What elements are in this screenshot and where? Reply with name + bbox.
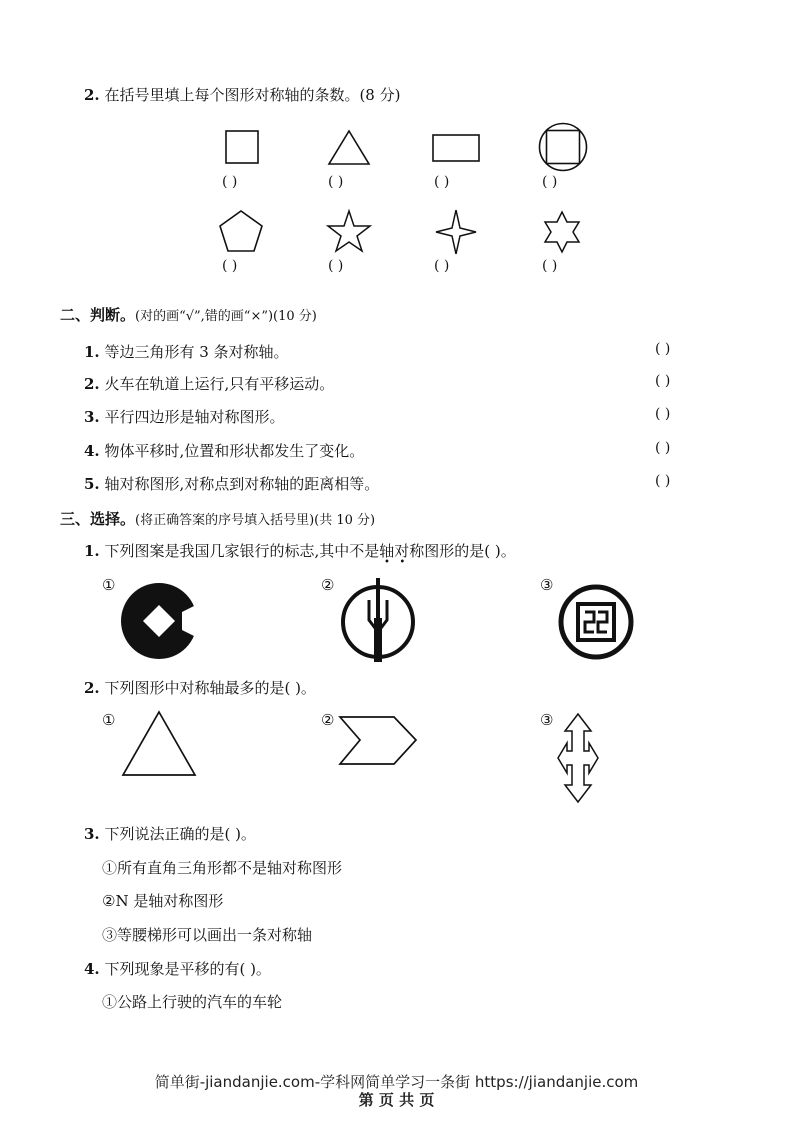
blank-2[interactable]: ( ) — [328, 174, 344, 190]
judge-item-text: 物体平移时,位置和形状都发生了变化。 — [104, 442, 365, 460]
section-3-heading — [60, 508, 375, 529]
judge-blank-2[interactable]: ( ) — [655, 373, 671, 389]
four-point-star-icon — [435, 209, 477, 255]
q2-option-label-2: ② — [321, 711, 335, 729]
bank-logo-pillar-icon — [340, 578, 416, 662]
q2-option-label-3: ③ — [540, 711, 554, 729]
judge-item-4 — [84, 440, 364, 461]
section-2-heading — [60, 304, 317, 325]
judge-item-number: 3. — [84, 408, 100, 426]
q4-option-1: ①公路上行驶的汽车的车轮 — [102, 993, 283, 1011]
five-point-star-icon — [327, 210, 371, 252]
square-icon — [225, 130, 259, 164]
six-point-star-icon — [543, 211, 581, 253]
circle-square-icon — [538, 122, 588, 172]
choice-q3-number: 3. — [84, 825, 100, 843]
judge-item-number: 1. — [84, 343, 100, 361]
judge-item-number: 5. — [84, 475, 100, 493]
section-2-title: 二、判断。 — [60, 306, 136, 324]
choice-q3-text: 下列说法正确的是( )。 — [104, 825, 256, 843]
emphasis-dots: • • — [384, 557, 406, 568]
judge-item-1 — [84, 341, 289, 362]
judge-item-text: 平行四边形是轴对称图形。 — [104, 408, 285, 426]
q1-option-label-2: ② — [321, 576, 335, 594]
triangle-icon — [328, 130, 370, 166]
judge-item-number: 4. — [84, 442, 100, 460]
judge-item-text: 等边三角形有 3 条对称轴。 — [104, 343, 289, 361]
blank-7[interactable]: ( ) — [434, 258, 450, 274]
q1-option-label-3: ③ — [540, 576, 554, 594]
blank-6[interactable]: ( ) — [328, 258, 344, 274]
chevron-arrow-icon — [339, 716, 417, 766]
q2-text: 在括号里填上每个图形对称轴的条数。(8 分) — [104, 86, 401, 104]
judge-item-5 — [84, 473, 379, 494]
choice-q1-text: 下列图案是我国几家银行的标志,其中不是轴对称图形的是( )。 — [104, 542, 516, 560]
choice-q4-number: 4. — [84, 960, 100, 978]
section-2-instruction: (对的画“√”,错的画“×”)(10 分) — [135, 309, 317, 324]
q3-option-1: ①所有直角三角形都不是轴对称图形 — [102, 859, 343, 877]
judge-blank-4[interactable]: ( ) — [655, 440, 671, 456]
footer-page-number: 第 页 共 页 — [358, 1091, 435, 1109]
blank-1[interactable]: ( ) — [222, 174, 238, 190]
choice-q1-number: 1. — [84, 542, 100, 560]
footer-watermark: 简单街-jiandanjie.com-学科网简单学习一条街 https://jiandanjie.com — [154, 1073, 639, 1091]
section-3-instruction: (将正确答案的序号填入括号里)(共 10 分) — [135, 513, 376, 528]
blank-4[interactable]: ( ) — [542, 174, 558, 190]
judge-item-text: 轴对称图形,对称点到对称轴的距离相等。 — [104, 475, 380, 493]
judge-blank-3[interactable]: ( ) — [655, 406, 671, 422]
choice-q2-number: 2. — [84, 679, 100, 697]
pentagon-icon — [219, 210, 263, 252]
q3-option-3: ③等腰梯形可以画出一条对称轴 — [102, 926, 313, 944]
q2-number: 2. — [84, 86, 100, 104]
choice-q2 — [84, 677, 316, 698]
double-arrow-icon — [557, 713, 599, 803]
blank-5[interactable]: ( ) — [222, 258, 238, 274]
q3-option-2: ②N 是轴对称图形 — [102, 892, 224, 910]
choice-q3 — [84, 823, 256, 844]
blank-3[interactable]: ( ) — [434, 174, 450, 190]
triangle-option-icon — [122, 711, 196, 777]
rectangle-icon — [432, 134, 480, 162]
judge-item-2 — [84, 373, 334, 394]
judge-item-text: 火车在轨道上运行,只有平移运动。 — [104, 375, 335, 393]
blank-8[interactable]: ( ) — [542, 258, 558, 274]
q2-option-label-1: ① — [102, 711, 116, 729]
q1-option-label-1: ① — [102, 576, 116, 594]
judge-item-number: 2. — [84, 375, 100, 393]
bank-logo-c-icon — [120, 582, 198, 660]
judge-blank-1[interactable]: ( ) — [655, 341, 671, 357]
bank-logo-square-icon — [557, 583, 635, 661]
choice-q4-text: 下列现象是平移的有( )。 — [104, 960, 271, 978]
q2-heading — [84, 84, 400, 105]
section-3-title: 三、选择。 — [60, 510, 136, 528]
judge-item-3 — [84, 406, 284, 427]
choice-q1 — [84, 540, 516, 561]
judge-blank-5[interactable]: ( ) — [655, 473, 671, 489]
choice-q4 — [84, 958, 271, 979]
choice-q2-text: 下列图形中对称轴最多的是( )。 — [104, 679, 316, 697]
